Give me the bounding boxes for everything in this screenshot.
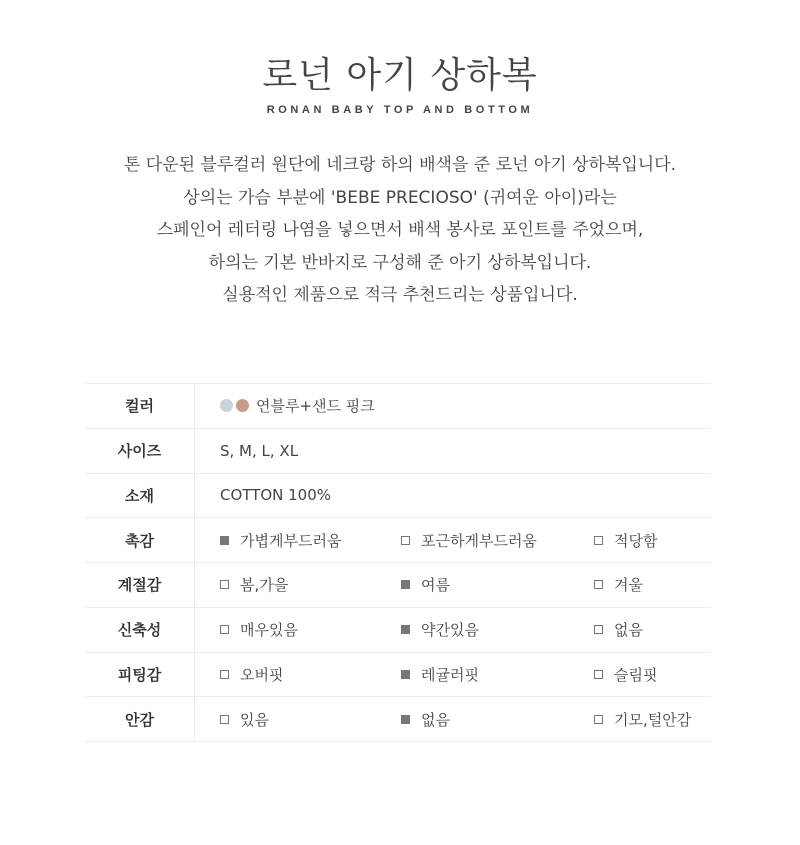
spec-option	[220, 619, 401, 640]
spec-label: 피팅감	[85, 652, 195, 697]
spec-row-fit	[85, 652, 711, 697]
unchecked-box-icon	[220, 625, 229, 634]
spec-value: COTTON 100%	[220, 486, 332, 505]
product-title: 로넌 아기 상하복	[262, 55, 538, 96]
unchecked-box-icon	[594, 715, 603, 724]
spec-options	[195, 563, 712, 608]
color-swatch-sand-pink	[236, 399, 249, 412]
spec-row-season	[85, 563, 711, 608]
spec-option-label: 가볍게부드러움	[240, 531, 342, 550]
spec-label: 소재	[85, 473, 195, 518]
spec-value: S, M, L, XL	[220, 441, 299, 460]
spec-options	[195, 518, 712, 563]
spec-option-label: 없음	[421, 710, 450, 729]
spec-option-label: 없음	[614, 621, 643, 640]
spec-label: 컬러	[85, 384, 195, 429]
spec-option-label: 포근하게부드러움	[421, 531, 537, 550]
spec-row-stretch	[85, 607, 711, 652]
spec-option-label: 기모,털안감	[614, 710, 692, 729]
spec-options	[195, 697, 712, 742]
product-subtitle: RONAN BABY TOP AND BOTTOM	[266, 104, 534, 116]
product-description	[0, 149, 800, 312]
spec-row-texture	[85, 518, 711, 563]
spec-option	[220, 709, 401, 730]
spec-row-size	[85, 428, 711, 473]
spec-label: 안감	[85, 697, 195, 742]
color-value: 연블루+샌드 핑크	[256, 397, 375, 416]
spec-label: 촉감	[85, 518, 195, 563]
spec-option-label: 적당함	[614, 531, 658, 550]
spec-option	[401, 574, 594, 595]
spec-option-label: 여름	[421, 576, 450, 595]
description-line: 하의는 기본 반바지로 구성해 준 아기 상하복입니다.	[208, 252, 592, 273]
unchecked-box-icon	[401, 536, 410, 545]
spec-option-label: 오버핏	[240, 665, 284, 684]
spec-option	[220, 530, 401, 551]
spec-option	[594, 574, 643, 595]
spec-option	[401, 619, 594, 640]
color-swatch-light-blue	[220, 399, 233, 412]
spec-option	[220, 574, 401, 595]
unchecked-box-icon	[220, 715, 229, 724]
spec-label: 사이즈	[85, 428, 195, 473]
spec-value	[195, 384, 712, 429]
spec-label: 계절감	[85, 563, 195, 608]
spec-option-label: 약간있음	[421, 621, 479, 640]
spec-table	[85, 383, 711, 742]
checked-box-icon	[401, 670, 410, 679]
unchecked-box-icon	[594, 536, 603, 545]
spec-option	[594, 530, 657, 551]
spec-options	[195, 652, 712, 697]
spec-option-label: 겨울	[614, 576, 643, 595]
checked-box-icon	[401, 580, 410, 589]
unchecked-box-icon	[594, 580, 603, 589]
spec-option	[594, 709, 691, 730]
spec-option	[401, 709, 594, 730]
description-line: 톤 다운된 블루컬러 원단에 네크랑 하의 배색을 준 로넌 아기 상하복입니다.	[123, 155, 677, 175]
unchecked-box-icon	[220, 580, 229, 589]
checked-box-icon	[401, 625, 410, 634]
spec-option	[401, 664, 594, 685]
spec-option	[594, 619, 643, 640]
spec-option-label: 있음	[240, 710, 269, 729]
spec-option-label: 레귤러핏	[421, 665, 479, 684]
spec-option-label: 슬림핏	[614, 665, 658, 684]
spec-option	[401, 530, 594, 551]
spec-label: 신축성	[85, 607, 195, 652]
spec-row-lining	[85, 697, 711, 742]
spec-options	[195, 607, 712, 652]
checked-box-icon	[401, 715, 410, 724]
unchecked-box-icon	[220, 670, 229, 679]
unchecked-box-icon	[594, 625, 603, 634]
description-line: 상의는 가슴 부분에 'BEBE PRECIOSO' (귀여운 아이)라는	[183, 187, 617, 208]
unchecked-box-icon	[594, 670, 603, 679]
spec-option	[220, 664, 401, 685]
spec-option	[594, 664, 657, 685]
spec-row-material	[85, 473, 711, 518]
description-line: 실용적인 제품으로 적극 추천드리는 상품입니다.	[222, 285, 578, 305]
spec-row-color	[85, 384, 711, 429]
spec-option-label: 봄,가을	[240, 576, 289, 595]
checked-box-icon	[220, 536, 229, 545]
spec-option-label: 매우있음	[240, 621, 298, 640]
description-line: 스페인어 레터링 나염을 넣으면서 배색 봉사로 포인트를 주었으며,	[156, 220, 644, 240]
